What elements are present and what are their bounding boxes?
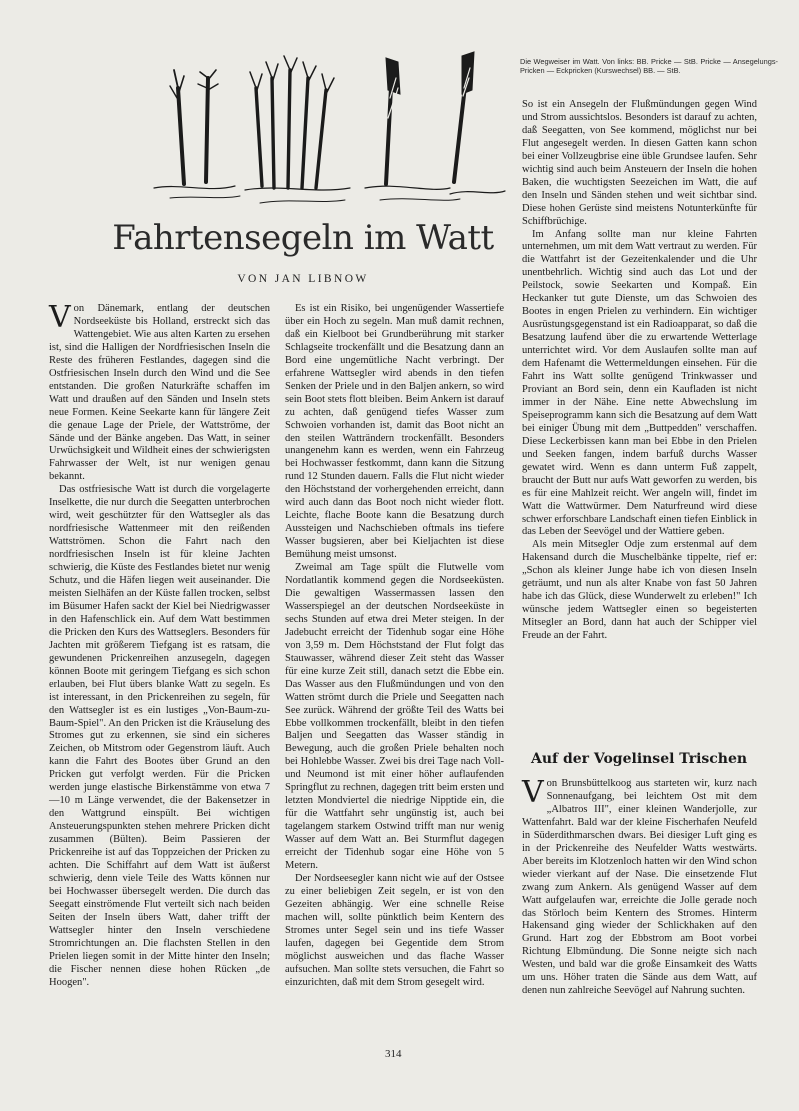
paragraph: Zweimal am Tage spült die Flutwelle vom Nordatlantik kommend gegen die Nordseeküsten. Die gewaltigen Wassermassen lassen den Wasserspiegel an der deutschen Nordseeküste in sechs Stunden auf etwa drei Meter steigen. In der Jadebucht erreicht der Tidenhub sogar eine Höhe von 3,59 m. Dem Höchststand der Flut folgt das Stauwasser, während dieser Zeit steht das Wasser für eine kurze Zeit still, danach setzt die Ebbe ein. Das Wasser aus den Flußmündungen und von den Watten strömt durch die Priele und Seegatten nach See zurück. Während der größte Teil des Watts bei Ebbe vollkommen trockenfällt, bleibt in den tiefen Baljen und Seegatten das Wasser ständig in Bewegung, auch die großen Priele behalten noch bei Hohlebbe Wasser. Zwei bis drei Tage nach Voll- und Neumond ist mit einer höher auflaufenden Springflut zu rechnen, dagegen tritt beim ersten und letzten Mondviertel die niedrige Nipptide ein, die für die Wattfahrt sehr ungünstig ist, auch bei tagelangem starkem Ostwind trifft man nur wenig Wasser auf dem Watt an. Bei Sturmflut dagegen erreicht der Tidenhub sogar eine Höhe von 5 Metern.	[285, 562, 504, 871]
paragraph: So ist ein Ansegeln der Flußmündungen gegen Wind und Strom aussichtslos. Besonders ist darauf zu achten, daß Seegatten, von See kommend, möglichst nur bei Flut angesegelt werden. In diesen Gatten kann schon bei einer Vollzeugbrise eine üble Grundsee laufen. Sehr wichtig sind auch beim Ansteuern der Inseln die hohen Baken, die wuchtigsten Seezeichen im Watt, die auf den Inseln und Sänden stehen und weit sichtbar sind. Diese hohen Gerüste sind meistens Notunterkünfte für Schiffbrüchige.	[522, 99, 757, 227]
paragraph: Im Anfang sollte man nur kleine Fahrten unternehmen, um mit dem Watt vertraut zu werden. Für die Wattfahrt ist der Gezeitenkalender und die Uhr unentbehrlich. Wichtig sind auch das Lot und der Peilstock, sowie Seekarten und Kompaß. Ein Heckanker tut gute Dienste, um das Schwoien des Bootes in engen Prielen zu verhindern. Ein wichtiger Ausrüstungsgegenstand ist ein Radioapparat, so daß die Besatzung laufend über die zu erwartende Wetterlage unterrichtet wird. Vor dem Auslaufen sollte man auf dem Hafenamt die Wettermeldungen einsehen. Für die Fahrt ins Watt sollte genügend Trinkwasser und Proviant an Bord sein, denn ein Kaufladen ist nicht immer in der Nähe. Eine nette Abwechslung im Speiseprogramm kann sich die Besatzung auf dem Watt bei einiger Übung mit dem „Buttpedden" verschaffen. Diese Leckerbissen kann man bei Ebbe in den Prielen und Seeken fangen, indem barfuß durchs Wasser gewatet wird. Wenn es dann unterm Fuß zappelt, braucht der Butt nur aufs Watt geworfen zu werden, bis es für eine Mahlzeit reicht. Wer angeln will, findet im Watt die Wattwürmer. Dem Naturfreund wird diese schwer erforschbare Landschaft einen tiefen Einblick in das Leben der Seevögel und der Wattiere geben.	[522, 228, 757, 538]
article-byline: VON JAN LIBNOW	[237, 273, 369, 285]
column-1	[49, 300, 270, 990]
paragraph: Das ostfriesische Watt ist durch die vorgelagerte Inselkette, die nur durch die Seegatten unterbrochen wird, weit geschützter für den Wattsegler als das nordfriesische Wattenmeer mit den reißenden Wattströmen. Schon die Fahrt nach den nordfriesischen Inseln ist für kleine Jachten schwierig, die Küste des Festlandes bietet nur wenig Schutz, und die Häfen liegen weit auseinander. Die meisten Sielhäfen an der Küste fallen trocken, selbst im Büsumer Hafen sackt der Kiel bei Niedrigwasser in den Hafenschlick ein. Auf dem Watt bestimmen die Pricken den Kurs des Wattseglers. Besonders für Jachten mit größerem Tiefgang ist es ratsam, die gewundenen Prickenreihen anzusegeln, dagegen können Boote mit geringem Tiefgang es sich schon erlauben, bei Flut übers blanke Watt zu segeln. Es ist interessant, in den Prickenreihen zu segeln, für den Wattsegler ist es ein lustiges „Von-Baum-zu-Baum-Spiel". An den Pricken ist die Kräuselung des Stromes gut zu erkennen, sie sind ein sicheres Zeichen, ob Mitstrom oder Gegenstrom läuft. Auch kann die Fahrt des Bootes über Grund an den Pricken gut verfolgt werden. Für die Pricken werden junge elastische Birkenstämme von etwa 7—10 m Länge verwendet, die der Bakensetzer in den Wattgrund einspült. Bei wichtigen Ansteuerungspunkten stehen mehrere Pricken dicht zusammen (Bülten). Beim Passieren der Prickenreihe ist auf das Toppzeichen der Pricken zu achten. Die Schiffahrt auf dem Watt ist äußerst schwierig, denn viele Teile des Watts können nur bei Hochwasser übersegelt werden. Die durch das Seegatt einströmende Flut verteilt sich nach beiden Seiten der Inseln übers Watt, daher trifft der Wattsegler hinter den Inseln verschiedene Stromrichtungen an. Die flachsten Stellen in den Prielen liegen somit in der Mitte hinter den Inseln; die Fischer nennen diese hohen Rücken „de Hoogen".	[49, 484, 270, 988]
page-number: 314	[385, 1048, 402, 1060]
column-3	[522, 99, 757, 643]
section-heading: Auf der Vogelinsel Trischen	[531, 751, 748, 767]
paragraph	[49, 300, 270, 484]
column-2	[285, 303, 504, 990]
paragraph-text: on Dänemark, entlang der deutschen Nordseeküste bis Holland, erstreckt sich das Wattengebiet. Wie aus alten Karten zu ersehen ist, sind die Halligen der Nordfriesischen Inseln die Reste des früheren Festlandes, dagegen sind die Ostfriesischen Inseln durch den Wind und die See entstanden. Die großen Naturkräfte schaffen im Watt und draußen auf den Sänden und Inseln stets neue Formen. Keine Seekarte kann für längere Zeit die genaue Lage der Priele, der Wattströme, der Sände und der Bänke angeben. Das Watt, in seiner Urwüchsigkeit und Wildheit eines der schwierigsten Fahrwasser der Welt, ist nur wenigen genau bekannt.	[49, 303, 270, 483]
paragraph: Der Nordseesegler kann nicht wie auf der Ostsee zu einer beliebigen Zeit segeln, er ist von den Gezeiten abhängig. Wer eine schnelle Reise machen will, sollte pünktlich beim Kentern des Stromes unter Segel sein und ins tiefe Wasser laufen, dagegen bei Gegentide dem Strom möglichst ausweichen und das flache Wasser aufsuchen. Man sollte stets versuchen, die Fahrt so einzurichten, daß mit dem Strom gesegelt wird.	[285, 872, 504, 988]
paragraph	[522, 775, 757, 998]
article-title: Fahrtensegeln im Watt	[112, 218, 494, 258]
column-3-section	[522, 775, 757, 998]
pricken-markers-illustration	[150, 48, 510, 213]
paragraph-text: on Brunsbüttelkoog aus starteten wir, kurz nach Sonnenaufgang, bei leichtem Ost mit dem „Albatros III", einer kleinen Wanderjolle, zur Wattenfahrt. Bald war der kleine Fischerhafen Neufeld in Süderdithmarschen dwars. Bei diesiger Luft ging es in der Prickenreihe des Neufelder Watts westwärts. Aber bereits im Klotzenloch hatten wir den Wind schon wieder vierkant auf der Nase. Die einsetzende Flut zwang zum Ankern. Als genügend Wasser auf dem Watt aufgelaufen war, erreichte die Jolle gerade noch das Störloch beim Kentern des Stromes. Hinterm Hakensand ging wieder der Schlickhaken auf den Grund. Hart zog der Ebbstrom am Boot vorbei Richtung Elbmündung. Die Sonne neigte sich nach Westen, und bald war die große Einsamkeit des Watts um uns. Höher traten die Sände aus dem Watt, auf denen nun zahlreiche Seevögel auf Nahrung suchten.	[522, 778, 757, 997]
paragraph: Es ist ein Risiko, bei ungenügender Wassertiefe über ein Hoch zu segeln. Man muß damit rechnen, daß ein Kielboot bei Grundberührung mit starker Schlagseite trockenfällt und die Besatzung dann an Bord eine ungemütliche Nacht verbringt. Der erfahrene Wattsegler wird abends in den tiefen Senken der Priele und in den Baljen ankern, so wird sein Boot stets flott bleiben. Beim Ankern ist darauf zu achten, daß genügend tiefes Wasser zum Schwoien vorhanden ist, damit das Boot nicht an den steilen Watträndern trockenfällt. Besonders unangenehm kann es werden, wenn ein Fahrzeug bei Hochwasser festkommt, dann kann die Sitzung rund 12 Stunden dauern. Falls die Flut nicht wieder den Höchststand der vorhergehenden erreicht, dann wird auch dann das Boot noch nicht wieder flott. Leichte, flache Boote kann die Besatzung durch Aussteigen und Nachschieben oftmals ins tiefere Wasser bugsieren, aber bei Kieljachten ist diese Bemühung meist umsonst.	[285, 303, 504, 561]
drop-cap: V	[522, 775, 544, 810]
paragraph: Als mein Mitsegler Odje zum erstenmal auf dem Hakensand durch die Muschelbänke tippelte, rief er: „Schon als kleiner Junge habe ich von diesen Inseln geträumt, und nun als alter Knabe von fast 50 Jahren habe ich das Glück, diese Wunderwelt zu erleben!" Ich wünsche jedem Wattsegler einen so begeisterten Mitsegler an Bord, dann hat auch der Schipper viel Freude an der Fahrt.	[522, 539, 757, 642]
drop-cap: V	[49, 300, 71, 335]
figure-caption: Die Wegweiser im Watt. Von links: BB. Pricke — StB. Pricke — Ansegelungs-Pricken — Eckpricken (Kurswechsel) BB. — StB.	[520, 57, 778, 75]
